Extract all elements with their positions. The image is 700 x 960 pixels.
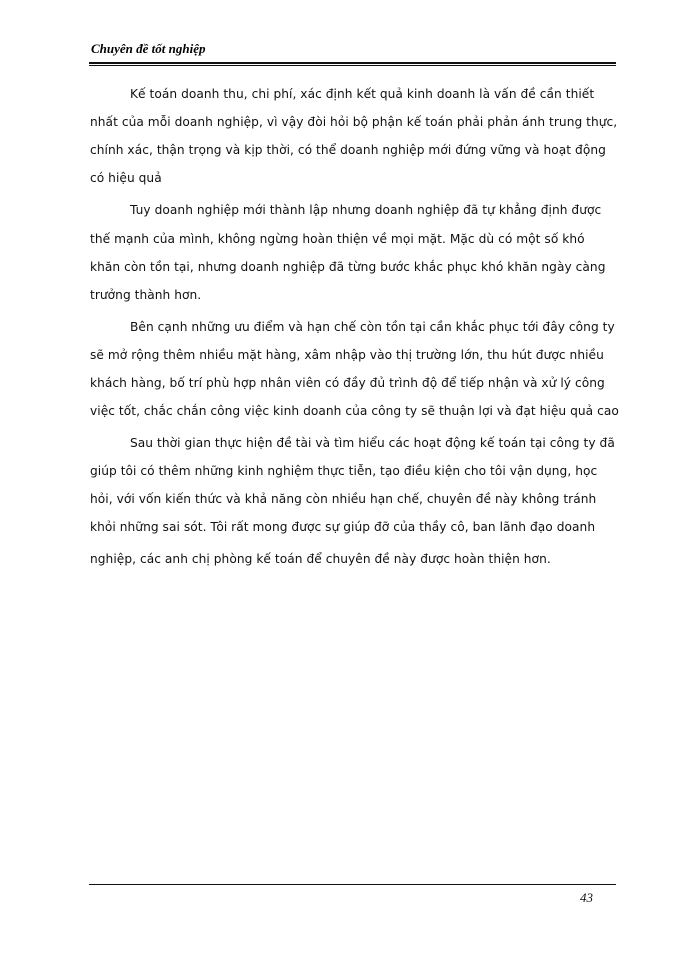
text-line: chính xác, thận trọng và kịp thời, có thể doanh nghiệp mới đứng vững và hoạt động: [90, 143, 606, 157]
text-line: trưởng thành hơn.: [90, 288, 202, 302]
text-line: nghiệp, các anh chị phòng kế toán để chuyên đề này được hoàn thiện hơn.: [90, 552, 551, 566]
header-divider-thin: [89, 65, 616, 66]
text-line: thế mạnh của mình, không ngừng hoàn thiện về mọi mặt. Mặc dù có một số khó: [90, 232, 585, 246]
text-line: giúp tôi có thêm những kinh nghiệm thực tiễn, tạo điều kiện cho tôi vận dụng, học: [90, 464, 598, 478]
text-line: Bên cạnh những ưu điểm và hạn chế còn tồn tại cần khắc phục tới đây công ty: [130, 320, 615, 334]
header-divider: [89, 62, 616, 64]
footer-divider: [89, 884, 616, 885]
text-line: Sau thời gian thực hiện đề tài và tìm hiểu các hoạt động kế toán tại công ty đã: [130, 436, 615, 450]
text-line: khăn còn tồn tại, nhưng doanh nghiệp đã từng bước khắc phục khó khăn ngày càng: [90, 260, 606, 274]
text-line: có hiệu quả: [90, 171, 162, 185]
text-line: nhất của mỗi doanh nghiệp, vì vậy đòi hỏi bộ phận kế toán phải phản ánh trung thực,: [90, 115, 618, 129]
text-line: khách hàng, bố trí phù hợp nhân viên có đầy đủ trình độ để tiếp nhận và xử lý công: [90, 376, 605, 390]
page-number: 43: [580, 890, 593, 905]
text-line: khỏi những sai sót. Tôi rất mong được sự giúp đỡ của thầy cô, ban lãnh đạo doanh: [90, 520, 596, 534]
text-line: hỏi, với vốn kiến thức và khả năng còn nhiều hạn chế, chuyên đề này không tránh: [90, 492, 597, 506]
text-line: Tuy doanh nghiệp mới thành lập nhưng doanh nghiệp đã tự khẳng định được: [130, 203, 602, 217]
text-line: việc tốt, chắc chắn công việc kinh doanh của công ty sẽ thuận lợi và đạt hiệu quả cao: [90, 404, 619, 418]
text-line: Kế toán doanh thu, chi phí, xác định kết quả kinh doanh là vấn đề cần thiết: [130, 87, 595, 101]
text-line: sẽ mở rộng thêm nhiều mặt hàng, xâm nhập vào thị trường lớn, thu hút được nhiều: [90, 348, 604, 362]
page-header-title: Chuyên đề tốt nghiệp: [91, 41, 206, 56]
